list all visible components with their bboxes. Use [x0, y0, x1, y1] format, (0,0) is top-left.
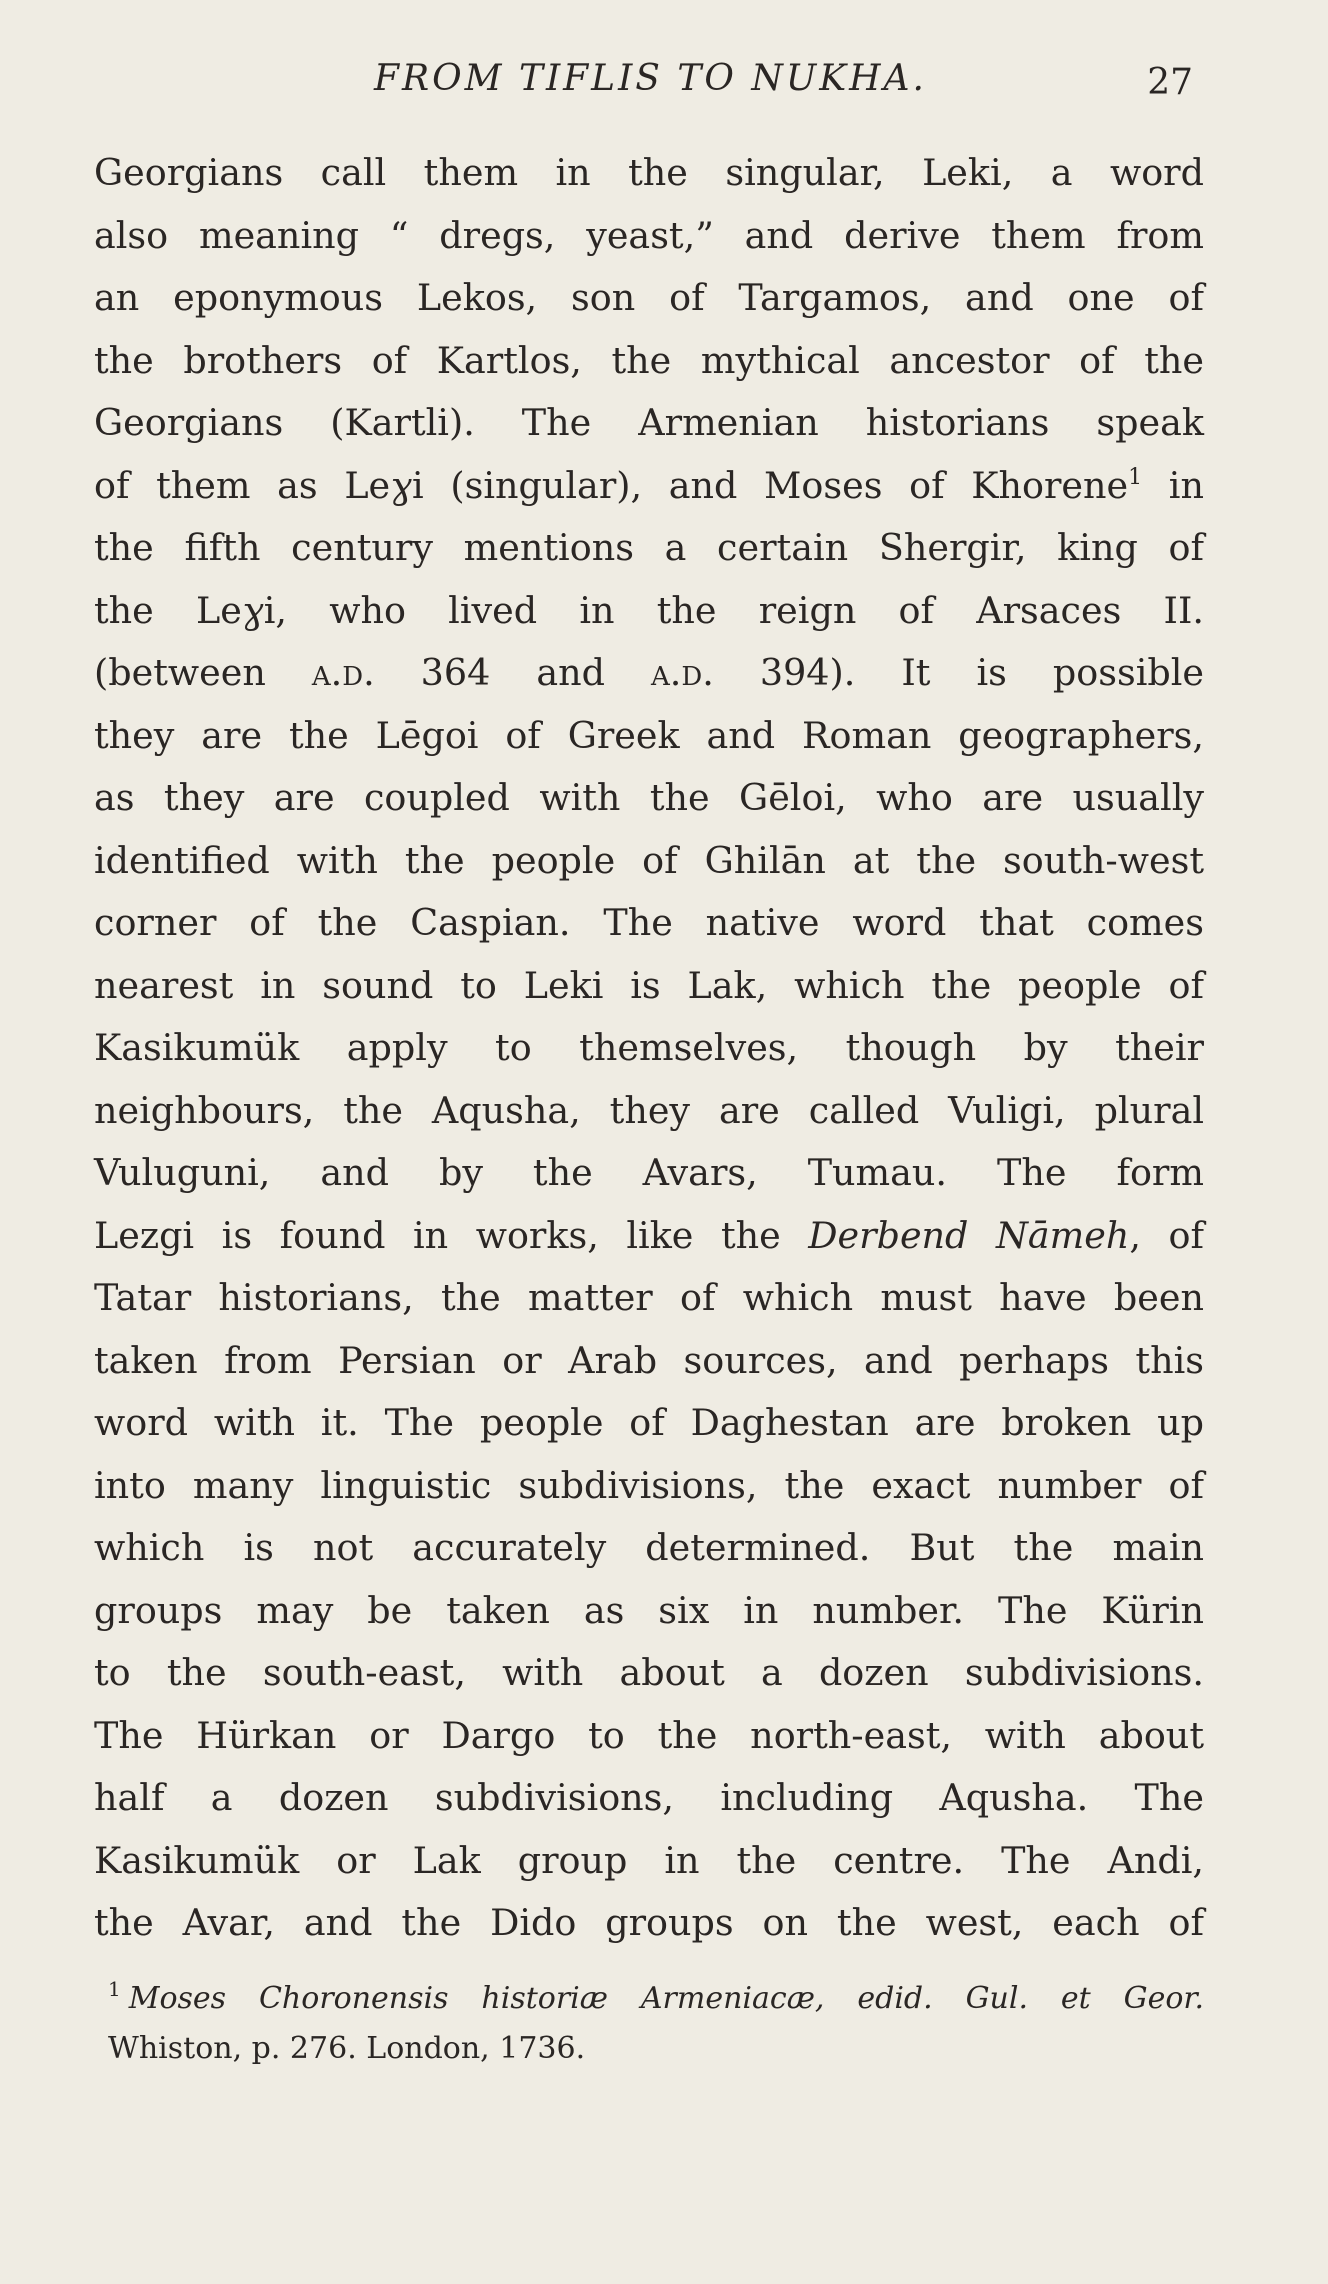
running-head-title: FROM TIFLIS TO NUKHA. [374, 58, 927, 99]
footnote-marker: 1 [108, 1977, 121, 2001]
text-line: also meaning “ dregs, yeast,” and derive them from [94, 213, 1204, 257]
text-line: the Avar, and the Dido groups on the west, each of [94, 1901, 1204, 1944]
text-line: as they are coupled with the Gēloi, who are usually [94, 776, 1204, 819]
text-line: nearest in sound to Leki is Lak, which the people of [94, 963, 1204, 1007]
text-line: they are the Lēgoi of Greek and Roman geographers, [94, 713, 1204, 757]
text-line: taken from Persian or Arab sources, and perhaps this [94, 1338, 1204, 1382]
text-line: Lezgi is found in works, like the Derbend Nāmeh, of [94, 1213, 1204, 1257]
text-line: which is not accurately determined. But the main [94, 1526, 1204, 1569]
text-line: of them as Leɣi (singular), and Moses of Khorene$^1$ in [94, 463, 1204, 507]
text-line: the fifth century mentions a certain Shergir, king of [94, 526, 1204, 569]
text-line: the Leɣi, who lived in the reign of Arsaces II. [94, 588, 1204, 632]
page-number: 27 [1147, 62, 1193, 103]
footnote-line [108, 1974, 1204, 2024]
text-line: to the south-east, with about a dozen subdivisions. [94, 1651, 1204, 1694]
text-line: the brothers of Kartlos, the mythical ancestor of the [94, 338, 1204, 382]
text-line: into many linguistic subdivisions, the exact number of [94, 1463, 1204, 1507]
text-line: identified with the people of Ghilān at the south-west [94, 838, 1204, 882]
footnote-line: Whiston, p. 276. London, 1736. [108, 2031, 586, 2066]
text-line: The Hürkan or Dargo to the north-east, with about [94, 1713, 1204, 1757]
text-line: Vuluguni, and by the Avars, Tumau. The form [94, 1151, 1204, 1194]
text-line: Kasikumük or Lak group in the centre. The Andi, [94, 1838, 1204, 1882]
running-head [108, 58, 1193, 118]
text-line: Kasikumük apply to themselves, though by their [94, 1026, 1204, 1069]
text-line: (between a.d. 364 and a.d. 394). It is possible [94, 651, 1205, 694]
text-line: Tatar historians, the matter of which must have been [94, 1276, 1204, 1319]
footnote-text: Moses Choronensis historiæ Armeniacæ, edid. Gul. et Geor. [128, 1981, 1204, 2016]
text-line: Georgians (Kartli). The Armenian historians speak [94, 401, 1204, 444]
text-line: half a dozen subdivisions, including Aqusha. The [94, 1776, 1204, 1819]
text-line: groups may be taken as six in number. The Kürin [94, 1588, 1204, 1632]
text-line: an eponymous Lekos, son of Targamos, and one of [94, 276, 1204, 319]
footnote [108, 1974, 1204, 2074]
body-text [94, 142, 1204, 1955]
text-line: neighbours, the Aqusha, they are called Vuligi, plural [94, 1088, 1204, 1132]
text-line: word with it. The people of Daghestan are broken up [94, 1401, 1204, 1444]
text-line: corner of the Caspian. The native word that comes [94, 901, 1204, 944]
text-line: Georgians call them in the singular, Leki, a word [94, 151, 1204, 194]
